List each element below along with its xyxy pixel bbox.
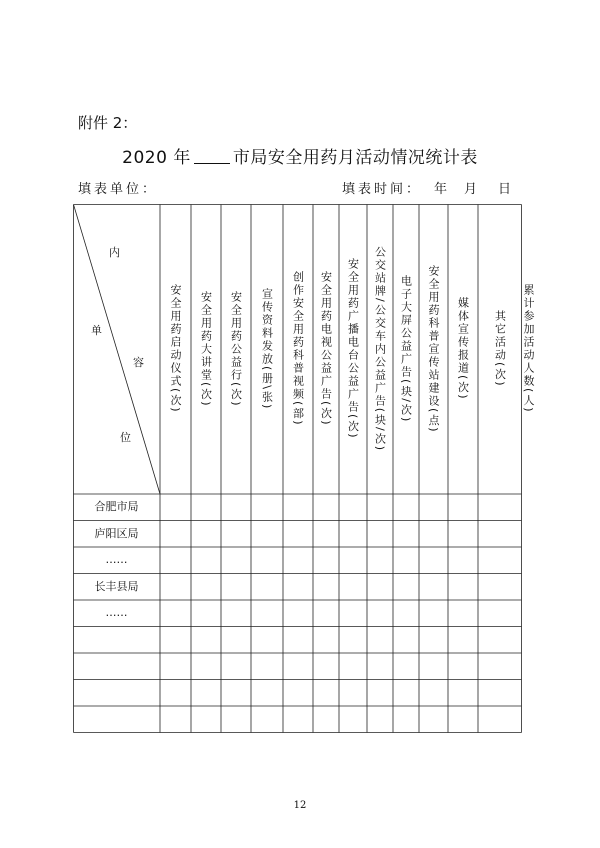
row-label bbox=[73, 653, 160, 679]
fill-unit-label: 填表单位： bbox=[78, 182, 159, 197]
title-year: 2020 年 bbox=[122, 148, 191, 168]
year-label: 年 bbox=[434, 182, 448, 197]
row-label: 长丰县局 bbox=[94, 579, 139, 593]
column-header-label: 电子大屏公益广告(块/次) bbox=[399, 274, 413, 424]
fill-time-label: 填表时间： bbox=[342, 182, 423, 197]
column-header-label: 安全用药大讲堂(次) bbox=[199, 290, 213, 408]
column-header bbox=[251, 204, 283, 494]
corner-label-content-2: 容 bbox=[133, 356, 144, 369]
page-title bbox=[0, 143, 600, 168]
column-header-label: 公交站牌/公交车内公益广告(块/次) bbox=[373, 246, 387, 452]
column-header bbox=[221, 204, 251, 494]
page-number: 12 bbox=[293, 800, 307, 811]
column-header-label: 安全用药广播电台公益广告(次) bbox=[346, 258, 360, 440]
column-header bbox=[478, 204, 522, 494]
row-label bbox=[73, 680, 160, 706]
column-header bbox=[313, 204, 339, 494]
column-header-label: 累计参加活动人数(人) bbox=[522, 284, 535, 414]
column-header bbox=[522, 204, 535, 494]
column-header bbox=[419, 204, 448, 494]
column-header-label: 安全用药电视公益广告(次) bbox=[319, 271, 333, 427]
column-header bbox=[191, 204, 221, 494]
corner-label-content-1: 内 bbox=[109, 246, 120, 259]
column-header-label: 安全用药科普宣传站建设(点) bbox=[427, 264, 440, 434]
corner-label-unit-1: 单 bbox=[91, 324, 102, 337]
row-label: …… bbox=[105, 606, 128, 619]
column-header bbox=[339, 204, 367, 494]
month-label: 月 bbox=[464, 182, 478, 197]
row-label bbox=[73, 627, 160, 653]
row-label: 合肥市局 bbox=[94, 500, 139, 513]
column-header bbox=[283, 204, 313, 494]
column-header-label: 安全用药启动仪式(次) bbox=[169, 284, 182, 414]
column-header-label: 创作安全用药科普视频(部) bbox=[291, 271, 305, 427]
column-header-label: 其它活动(次) bbox=[493, 310, 507, 388]
row-label: 庐阳区局 bbox=[94, 526, 139, 540]
column-header bbox=[448, 204, 478, 494]
title-blank bbox=[194, 149, 230, 164]
column-header bbox=[367, 204, 393, 494]
row-label bbox=[73, 706, 160, 732]
title-text: 市局安全用药月活动情况统计表 bbox=[232, 148, 478, 168]
day-label: 日 bbox=[498, 182, 512, 197]
stats-table bbox=[73, 204, 535, 747]
column-header bbox=[160, 204, 191, 494]
row-label: …… bbox=[105, 553, 128, 566]
column-header-label: 安全用药公益行(次) bbox=[229, 290, 243, 408]
corner-label-unit-2: 位 bbox=[120, 431, 131, 444]
column-header bbox=[393, 204, 419, 494]
attachment-label: 附件 2： bbox=[78, 114, 138, 132]
column-header-label: 宣传资料发放(册\张) bbox=[260, 287, 274, 411]
column-header-label: 媒体宣传报道(次) bbox=[456, 297, 470, 401]
